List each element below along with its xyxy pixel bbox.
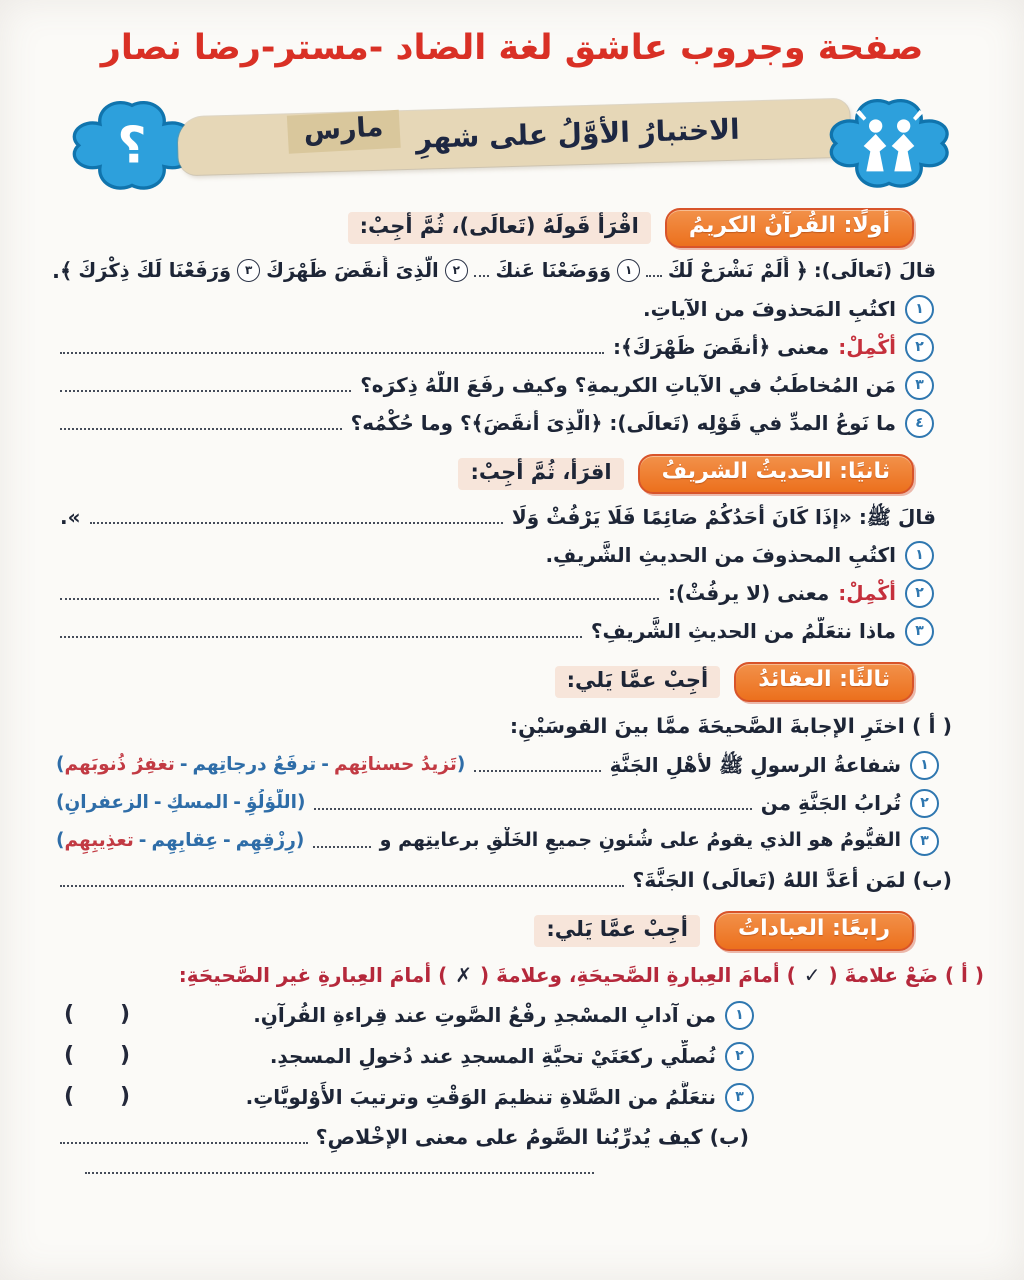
question-number: ٢ bbox=[910, 789, 939, 818]
quran-verse-line bbox=[52, 256, 936, 286]
question-number: ٣ bbox=[905, 371, 934, 400]
choice-question-row bbox=[56, 751, 939, 780]
paren-close: ) bbox=[56, 829, 65, 851]
paren-open: ( bbox=[296, 791, 306, 813]
part-b-text: (ب) لمَن أعَدَّ اللهُ (تَعالَى) الجَنَّةَ؟ bbox=[632, 867, 952, 892]
answer-dotted-line bbox=[60, 379, 351, 392]
verse-part-3: الَّذِىَ أَنقَضَ ظَهْرَكَ bbox=[266, 258, 439, 282]
section-creed-header bbox=[60, 662, 914, 702]
section-quran-badge: أولًا: القُرآنُ الكريمُ bbox=[665, 208, 914, 248]
section-hadith-header bbox=[60, 454, 914, 494]
section-creed-instruction: أجِبْ عمَّا يَلي: bbox=[555, 666, 721, 698]
true-false-row bbox=[64, 1040, 754, 1072]
answer-dotted-line bbox=[85, 1162, 594, 1174]
verse-part-4: وَرَفَعْنَا لَكَ ذِكْرَكَ bbox=[78, 258, 232, 282]
choice-separator: - bbox=[233, 791, 241, 813]
question-text: القيُّومُ هو الذي يقومُ على شُئونِ جميعِ الخَلْقِ برعايتِهم و bbox=[379, 829, 901, 852]
hadith-text: قالَ ﷺ: «إذَا كَانَ أَحَدُكُمْ صَائِمًا فَلَا يَرْفُثْ وَلَا bbox=[511, 504, 936, 529]
section-quran-header bbox=[60, 208, 914, 248]
question-number: ٣ bbox=[905, 617, 934, 646]
question-row bbox=[60, 333, 934, 362]
section-hadith-instruction: اقرَأ، ثُمَّ أجِبْ: bbox=[458, 458, 623, 490]
true-false-row bbox=[64, 999, 754, 1031]
complete-keyword: أكْمِلْ: bbox=[838, 334, 896, 359]
check-mark: ✓ bbox=[803, 963, 821, 988]
part-a-text-2: ) أمامَ العِبارةِ الصَّحيحَةِ، وعلامةَ ( bbox=[480, 963, 796, 988]
exam-banner bbox=[30, 94, 994, 192]
section-creed-badge: ثالثًا: العقائدُ bbox=[734, 662, 914, 702]
question-text: اكتُبِ المَحذوفَ من الآياتِ. bbox=[643, 296, 896, 321]
question-row bbox=[60, 295, 934, 324]
part-a-heading bbox=[60, 960, 984, 990]
answer-bracket: ( ) bbox=[64, 1084, 131, 1110]
answer-choices bbox=[56, 752, 465, 779]
question-text: شفاعةُ الرسولِ ﷺ لأهْلِ الجَنَّةِ bbox=[609, 752, 901, 777]
section-worship-badge: رابعًا: العباداتُ bbox=[714, 911, 914, 951]
verse-part-2: وَوَضَعْنَا عَنكَ bbox=[495, 258, 612, 282]
section-hadith-badge: ثانيًا: الحديثُ الشريفُ bbox=[638, 454, 914, 494]
answer-dotted-line bbox=[646, 264, 662, 277]
question-number: ٢ bbox=[905, 333, 934, 362]
paren-open: ( bbox=[295, 829, 305, 851]
part-a-text: ( أ ) اختَرِ الإجابةَ الصَّحيحَةَ ممَّا بينَ القوسَيْنِ: bbox=[509, 713, 952, 738]
answer-dotted-line bbox=[60, 341, 604, 354]
part-b-question bbox=[60, 865, 952, 896]
ayah-marker-1: ١ bbox=[617, 259, 640, 282]
question-number: ٣ bbox=[725, 1083, 754, 1112]
answer-dotted-line bbox=[314, 797, 751, 810]
part-b-text: (ب) كيف يُدرِّبُنا الصَّومُ على معنى الإخْلاصِ؟ bbox=[315, 1125, 749, 1150]
answer-dotted-line bbox=[60, 1131, 308, 1144]
choice-question-row bbox=[56, 789, 939, 818]
children-ornament-icon bbox=[810, 94, 968, 190]
svg-text:؟: ؟ bbox=[117, 115, 147, 175]
ayah-marker-3: ٣ bbox=[237, 259, 260, 282]
paren-open: ( bbox=[456, 753, 466, 775]
statement-text: نتعَلَّمُ من الصَّلاةِ تنظيمَ الوَقْتِ وترتيبَ الأَوْلويَّاتِ. bbox=[245, 1084, 716, 1109]
paren-close: ) bbox=[56, 791, 65, 813]
answer-choices bbox=[56, 828, 304, 855]
question-number: ١ bbox=[910, 751, 939, 780]
answer-dotted-line bbox=[313, 835, 370, 848]
question-number: ٢ bbox=[905, 579, 934, 608]
answer-dotted-line bbox=[60, 587, 659, 600]
question-text: تُرابُ الجَنَّةِ من bbox=[760, 790, 901, 815]
choice-question-row bbox=[56, 827, 939, 856]
answer-dotted-line bbox=[60, 873, 624, 886]
question-text: معنى ﴿أَنقَضَ ظَهْرَكَ﴾: bbox=[612, 334, 830, 359]
answer-dotted-line bbox=[60, 417, 342, 430]
choice-separator: - bbox=[223, 829, 231, 851]
choice-option: تغفِرُ ذُنوبَهم bbox=[64, 753, 175, 775]
answer-dotted-line bbox=[474, 759, 600, 772]
hadith-close-quote: ». bbox=[60, 504, 81, 529]
statement-text: نُصلِّي ركعَتَيْ تحيَّةِ المسجدِ عند دُخولِ المسجدِ. bbox=[269, 1043, 716, 1068]
question-number: ١ bbox=[905, 295, 934, 324]
question-number: ٢ bbox=[725, 1042, 754, 1071]
part-a-text-1: ( أ ) ضَعْ علامةَ ( bbox=[828, 963, 984, 988]
banner-strip bbox=[177, 98, 850, 175]
true-false-row bbox=[64, 1081, 754, 1113]
x-mark: ✗ bbox=[455, 963, 473, 988]
answer-dotted-line bbox=[60, 625, 582, 638]
question-number: ٤ bbox=[905, 409, 934, 438]
choice-separator: - bbox=[321, 753, 329, 775]
part-a-heading bbox=[60, 711, 952, 742]
choice-separator: - bbox=[179, 753, 188, 775]
question-row bbox=[60, 617, 934, 646]
question-text: مَن المُخاطَبُ في الآياتِ الكريمةِ؟ وكيف رفَعَ اللَّهُ ذِكرَه؟ bbox=[360, 372, 896, 397]
choice-option: المسكِ bbox=[166, 791, 229, 813]
question-number: ١ bbox=[905, 541, 934, 570]
choice-option: رِزْقِهِم bbox=[235, 829, 296, 851]
answer-bracket: ( ) bbox=[64, 1002, 131, 1028]
banner-month-highlight: مارس bbox=[287, 109, 401, 153]
verse-part-1: أَلَمْ نَشْرَحْ لَكَ bbox=[667, 258, 790, 282]
choice-option: ترفَعُ درجاتِهم bbox=[192, 753, 317, 775]
question-row bbox=[60, 541, 934, 570]
quran-close-bracket: ﴾. bbox=[52, 258, 73, 283]
question-number: ٣ bbox=[910, 827, 939, 856]
complete-keyword: أكْمِلْ: bbox=[838, 580, 896, 605]
question-row bbox=[60, 371, 934, 400]
answer-bracket: ( ) bbox=[64, 1043, 131, 1069]
question-row bbox=[60, 409, 934, 438]
choice-option: تعذِيبِهِم bbox=[64, 829, 134, 851]
part-b-question bbox=[60, 1122, 749, 1153]
page-title: صفحة وجروب عاشق لغة الضاد -مستر-رضا نصار bbox=[100, 28, 924, 68]
choice-option: اللُّؤلُؤِ bbox=[245, 791, 297, 813]
answer-choices bbox=[56, 790, 305, 817]
choice-separator: - bbox=[138, 829, 147, 851]
question-text: ما نَوعُ المدِّ في قَوْلِه (تَعالَى): ﴿الَّذِىَ أَنقَضَ﴾؟ وما حُكْمُه؟ bbox=[350, 410, 896, 435]
ayah-marker-2: ٢ bbox=[445, 259, 468, 282]
statement-text: من آدابِ المسْجدِ رفْعُ الصَّوتِ عند قِراءةِ القُرآنِ. bbox=[253, 1002, 716, 1027]
choice-separator: - bbox=[153, 791, 162, 813]
question-row bbox=[60, 579, 934, 608]
question-text: ماذا نتعَلَّمُ من الحديثِ الشَّريفِ؟ bbox=[590, 618, 896, 643]
part-a-text-3: ) أمامَ العِبارةِ غير الصَّحيحَةِ: bbox=[178, 963, 448, 988]
hadith-line bbox=[60, 503, 936, 532]
section-worship-instruction: أجِبْ عمَّا يَلي: bbox=[534, 915, 700, 947]
choice-option: عِقابِهِم bbox=[151, 829, 219, 851]
question-number: ١ bbox=[725, 1001, 754, 1030]
paren-close: ) bbox=[56, 753, 65, 775]
section-quran-instruction: اقْرَأ قَولَهُ (تَعالَى)، ثُمَّ أجِبْ: bbox=[348, 212, 651, 244]
banner-title: الاختبارُ الأوَّلُ على شهرِ bbox=[415, 111, 741, 154]
question-text: معنى (لا يرفُثْ): bbox=[667, 580, 830, 605]
quran-open-bracket: ﴿ bbox=[795, 258, 808, 283]
choice-option: الزعفرانِ bbox=[64, 791, 149, 813]
section-worship-header bbox=[60, 911, 914, 951]
answer-dotted-line bbox=[474, 264, 490, 277]
choice-option: تَزيدُ حسناتِهم bbox=[333, 753, 457, 775]
verse-intro: قالَ (تَعالَى): bbox=[813, 258, 936, 282]
question-text: اكتُبِ المحذوفَ من الحديثِ الشَّريفِ. bbox=[545, 542, 896, 567]
answer-dotted-line bbox=[90, 511, 503, 524]
